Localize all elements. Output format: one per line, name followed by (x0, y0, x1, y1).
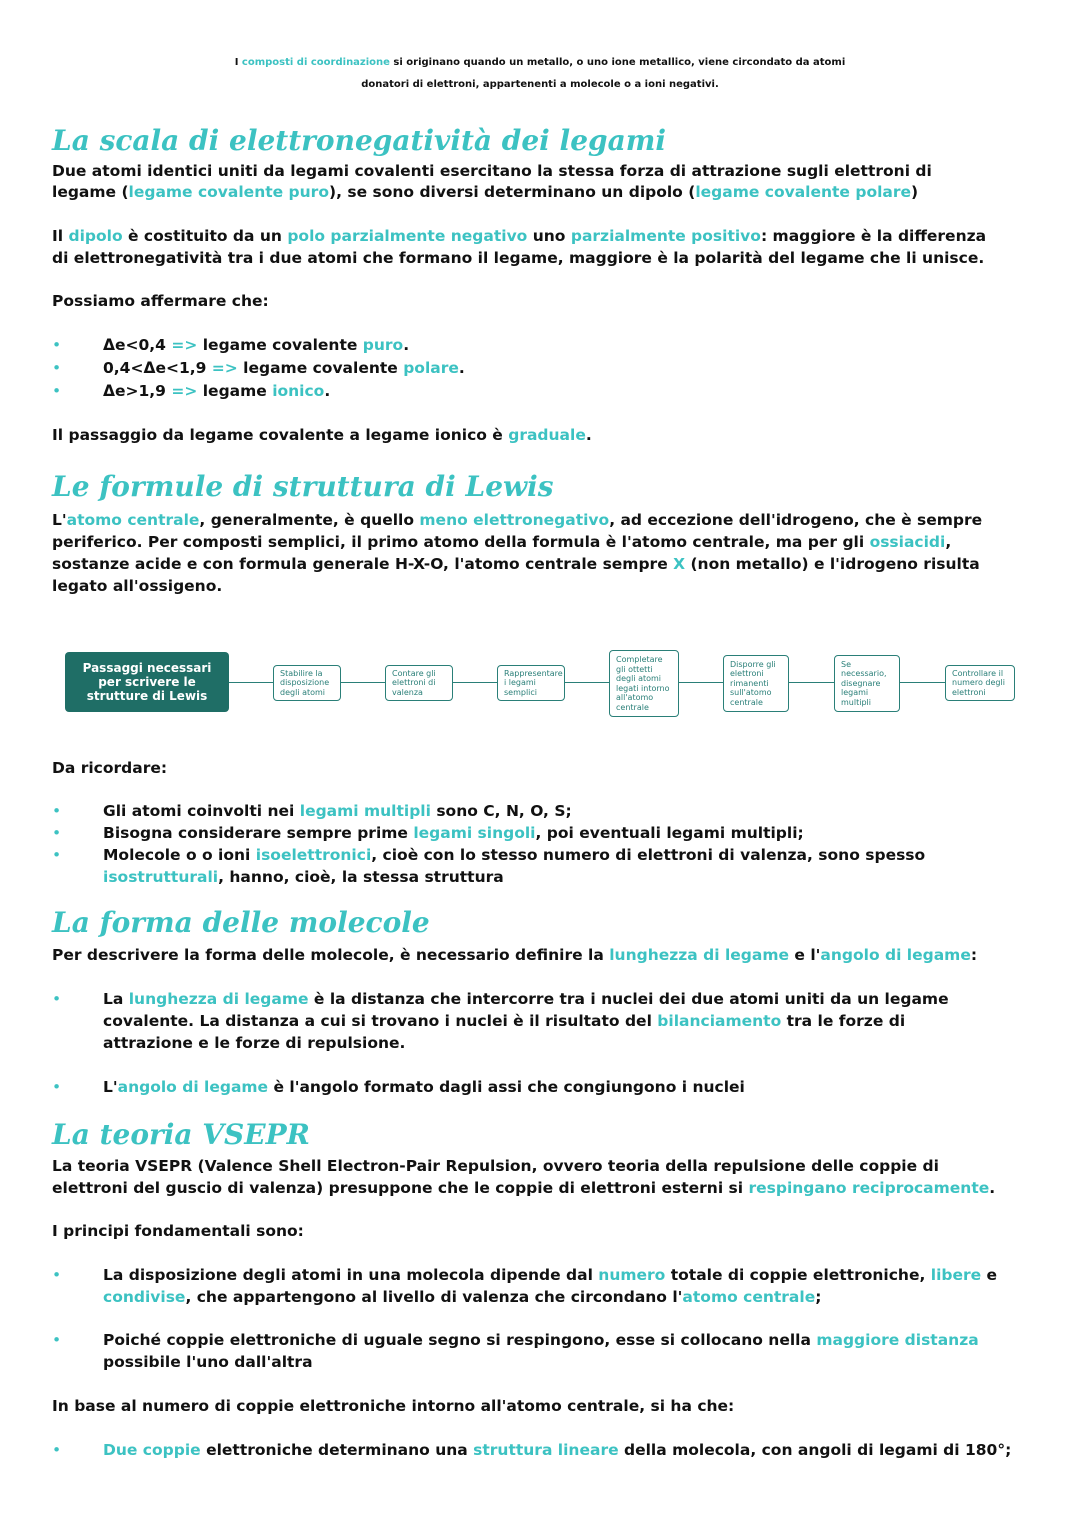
section-title-lewis: Le formule di struttura di Lewis (52, 470, 554, 503)
bullet: • (52, 802, 62, 820)
bullet: • (52, 1441, 62, 1459)
bullet: • (52, 382, 62, 400)
flow-main-box: Passaggi necessari per scrivere le strutture di Lewis (65, 652, 229, 712)
list-item: Bisogna considerare sempre prime legami singoli, poi eventuali legami multipli; (103, 824, 804, 842)
paragraph: legame (legame covalente puro), se sono diversi determinano un dipolo (legame covalente polare) (52, 183, 919, 201)
paragraph: periferico. Per composti semplici, il primo atomo della formula è l'atomo centrale, ma per gli ossiacidi, (52, 533, 952, 551)
paragraph: La teoria VSEPR (Valence Shell Electron-Pair Repulsion, ovvero teoria della repulsione delle coppie di (52, 1157, 939, 1175)
list-item: Δe>1,9 => legame ionico. (103, 382, 331, 400)
paragraph: Due atomi identici uniti da legami covalenti esercitano la stessa forza di attrazione sugli elettroni di (52, 162, 932, 180)
bullet: • (52, 1331, 62, 1349)
flow-step: Contare gli elettroni di valenza (385, 665, 453, 701)
list-item: 0,4<Δe<1,9 => legame covalente polare. (103, 359, 465, 377)
list-item: Gli atomi coinvolti nei legami multipli sono C, N, O, S; (103, 802, 572, 820)
list-item-continued: covalente. La distanza a cui si trovano i nuclei è il risultato del bilanciamento tra le forze di (103, 1012, 906, 1030)
list-item-continued: attrazione e le forze di repulsione. (103, 1034, 406, 1052)
flow-step: Completare gli ottetti degli atomi legati intorno all'atomo centrale (609, 650, 679, 717)
bullet: • (52, 846, 62, 864)
list-item: Poiché coppie elettroniche di uguale segno si respingono, esse si collocano nella maggiore distanza (103, 1331, 979, 1349)
intro-line-2: donatori di elettroni, appartenenti a molecole o a ioni negativi. (361, 79, 719, 90)
paragraph: legato all'ossigeno. (52, 577, 223, 595)
lewis-steps-flowchart (65, 648, 1015, 718)
bullet: • (52, 1078, 62, 1096)
list-item: Due coppie elettroniche determinano una struttura lineare della molecola, con angoli di legami di 180°; (103, 1441, 1012, 1459)
paragraph: elettroni del guscio di valenza) presuppone che le coppie di elettroni esterni si respingano reciprocamente. (52, 1179, 996, 1197)
bullet: • (52, 336, 62, 354)
bullet: • (52, 990, 62, 1008)
flow-step: Stabilire la disposizione degli atomi (273, 665, 341, 701)
paragraph: Il dipolo è costituito da un polo parzialmente negativo uno parzialmente positivo: maggiore è la differenza (52, 227, 987, 245)
bullet: • (52, 359, 62, 377)
list-item: La lunghezza di legame è la distanza che intercorre tra i nuclei dei due atomi uniti da un legame (103, 990, 949, 1008)
section-title-molecule-shape: La forma delle molecole (52, 906, 430, 939)
list-item: La disposizione degli atomi in una molecola dipende dal numero totale di coppie elettroniche, libere e (103, 1266, 998, 1284)
flow-step: Disporre gli elettroni rimanenti sull'atomo centrale (723, 655, 789, 712)
flow-step: Se necessario, disegnare legami multipli (834, 655, 900, 712)
paragraph: I principi fondamentali sono: (52, 1222, 304, 1240)
intro-line-1: I composti di coordinazione si originano quando un metallo, o uno ione metallico, viene circondato da atomi (234, 57, 846, 68)
paragraph: di elettronegatività tra i due atomi che formano il legame, maggiore è la polarità del legame che li unisce. (52, 249, 985, 267)
paragraph: Il passaggio da legame covalente a legame ionico è graduale. (52, 426, 592, 444)
bullet: • (52, 824, 62, 842)
paragraph: Per descrivere la forma delle molecole, è necessario definire la lunghezza di legame e l'angolo di legame: (52, 946, 978, 964)
paragraph: Da ricordare: (52, 759, 168, 777)
flow-step: Rappresentare i legami semplici (497, 665, 565, 701)
list-item: Molecole o o ioni isoelettronici, cioè con lo stesso numero di elettroni di valenza, sono spesso (103, 846, 926, 864)
section-title-vsepr: La teoria VSEPR (52, 1118, 310, 1151)
section-title-electronegativity: La scala di elettronegatività dei legami (52, 124, 666, 157)
list-item-continued: possibile l'uno dall'altra (103, 1353, 313, 1371)
flow-step: Controllare il numero degli elettroni (945, 665, 1015, 701)
list-item-continued: condivise, che appartengono al livello di valenza che circondano l'atomo centrale; (103, 1288, 822, 1306)
list-item: Δe<0,4 => legame covalente puro. (103, 336, 410, 354)
paragraph: Possiamo affermare che: (52, 292, 269, 310)
paragraph: L'atomo centrale, generalmente, è quello meno elettronegativo, ad eccezione dell'idrogeno, che è sempre (52, 511, 983, 529)
paragraph: In base al numero di coppie elettroniche intorno all'atomo centrale, si ha che: (52, 1397, 735, 1415)
list-item-continued: isostrutturali, hanno, cioè, la stessa struttura (103, 868, 504, 886)
bullet: • (52, 1266, 62, 1284)
paragraph: sostanze acide e con formula generale H-X-O, l'atomo centrale sempre X (non metallo) e l'idrogeno risulta (52, 555, 980, 573)
list-item: L'angolo di legame è l'angolo formato dagli assi che congiungono i nuclei (103, 1078, 745, 1096)
